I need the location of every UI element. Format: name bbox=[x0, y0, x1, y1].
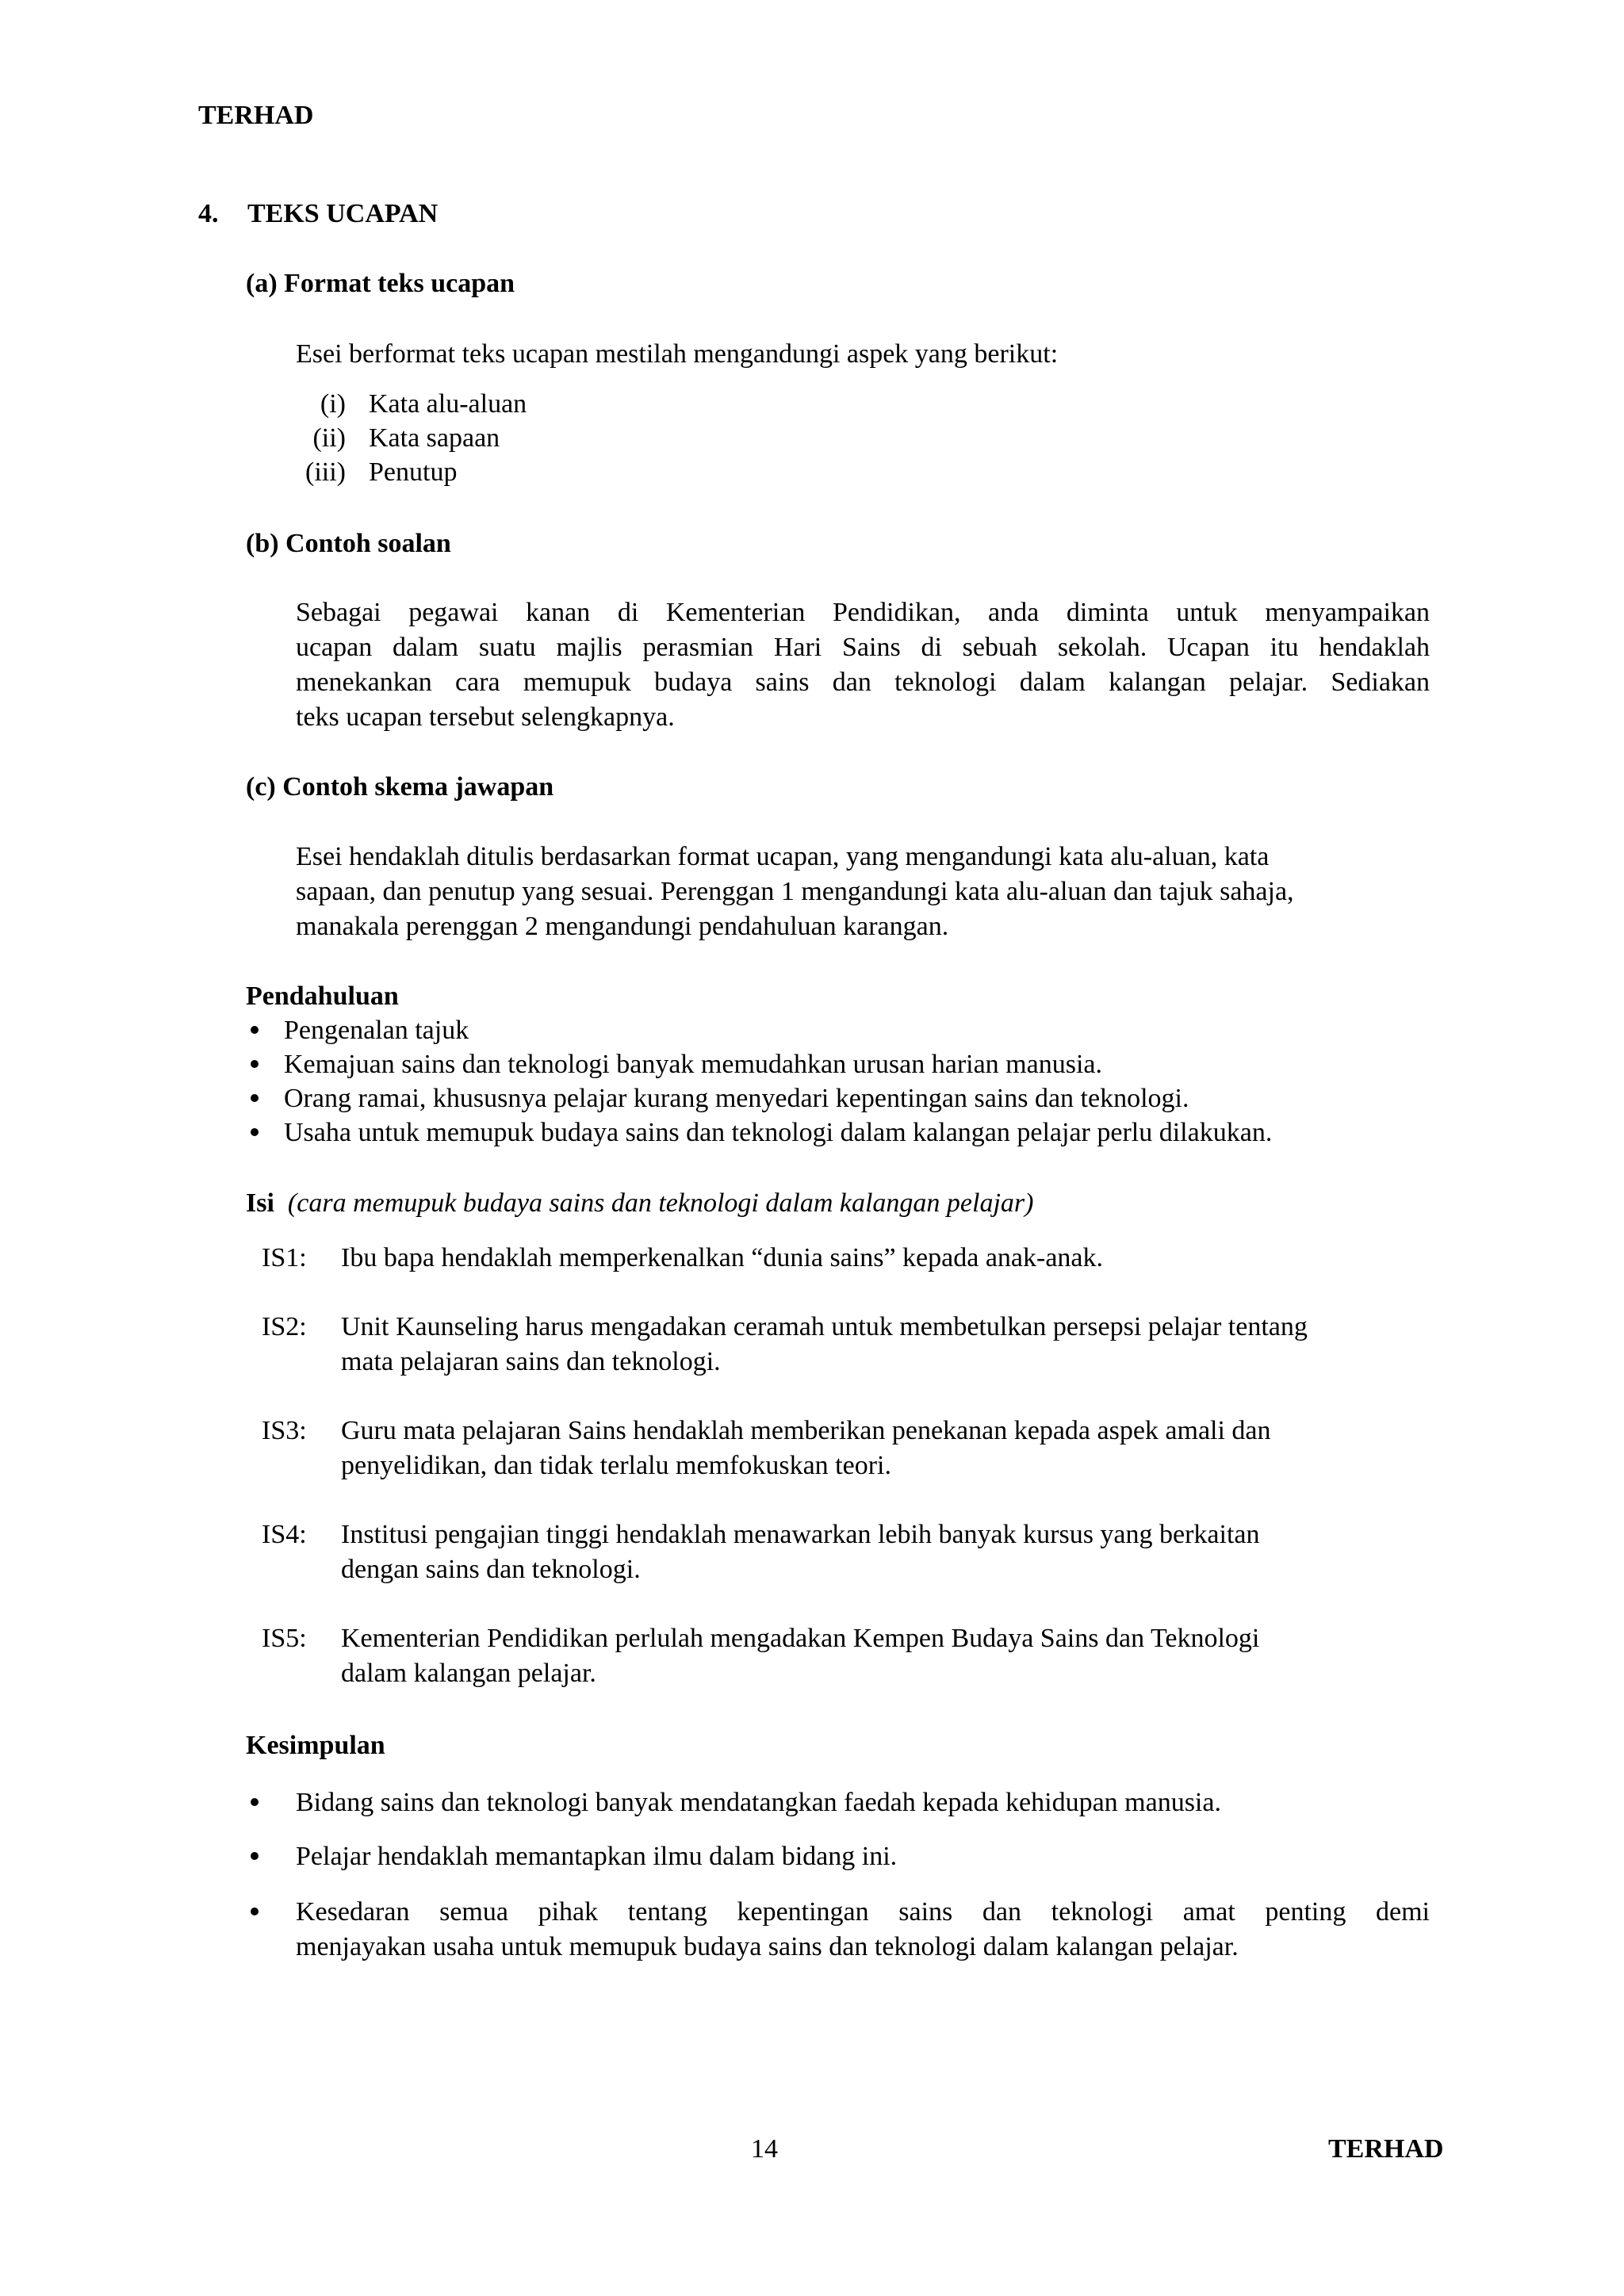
list-item: Kemajuan sains dan teknologi banyak memudahkan urusan harian manusia. bbox=[284, 1050, 1102, 1079]
isi-point-code: IS3: bbox=[262, 1416, 307, 1445]
isi-point-text: Ibu bapa hendaklah memperkenalkan “dunia sains” kepada anak-anak. bbox=[341, 1243, 1104, 1272]
kesimpulan-heading: Kesimpulan bbox=[246, 1731, 385, 1760]
list-item: Kesedaran semua pihak tentang kepentingan sains dan teknologi amat penting demi bbox=[296, 1897, 1430, 1927]
isi-heading: Isi bbox=[246, 1188, 274, 1218]
isi-point-code: IS2: bbox=[262, 1312, 307, 1341]
isi-point-text: Institusi pengajian tinggi hendaklah menawarkan lebih banyak kursus yang berkaitan bbox=[341, 1520, 1260, 1549]
list-item-text: Kata sapaan bbox=[369, 423, 500, 453]
isi-point-text: mata pelajaran sains dan teknologi. bbox=[341, 1347, 721, 1376]
list-item: Bidang sains dan teknologi banyak mendatangkan faedah kepada kehidupan manusia. bbox=[296, 1788, 1221, 1817]
bullet-icon bbox=[251, 1798, 259, 1806]
subsection-b-heading: (b) Contoh soalan bbox=[246, 529, 451, 558]
isi-point-text: Unit Kaunseling harus mengadakan ceramah untuk membetulkan persepsi pelajar tentang bbox=[341, 1312, 1308, 1341]
isi-subtitle: (cara memupuk budaya sains dan teknologi dalam kalangan pelajar) bbox=[287, 1188, 1034, 1218]
isi-point-text: dengan sains dan teknologi. bbox=[341, 1555, 641, 1584]
isi-point-code: IS4: bbox=[262, 1520, 307, 1549]
subsection-a-intro: Esei berformat teks ucapan mestilah mengandungi aspek yang berikut: bbox=[296, 339, 1059, 369]
list-item-continuation: menjayakan usaha untuk memupuk budaya sains dan teknologi dalam kalangan pelajar. bbox=[296, 1932, 1239, 1961]
list-item-number: (iii) bbox=[305, 457, 346, 487]
isi-point-text: dalam kalangan pelajar. bbox=[341, 1659, 596, 1688]
section-title: TEKS UCAPAN bbox=[247, 199, 439, 228]
isi-point-text: Kementerian Pendidikan perlulah mengadakan Kempen Budaya Sains dan Teknologi bbox=[341, 1624, 1260, 1653]
list-item: Pelajar hendaklah memantapkan ilmu dalam bidang ini. bbox=[296, 1842, 898, 1871]
list-item-number: (i) bbox=[320, 389, 346, 419]
isi-point-text: Guru mata pelajaran Sains hendaklah memberikan penekanan kepada aspek amali dan bbox=[341, 1416, 1271, 1445]
subsection-c-heading: (c) Contoh skema jawapan bbox=[246, 772, 554, 802]
paragraph-line: Sebagai pegawai kanan di Kementerian Pendidikan, anda diminta untuk menyampaikan bbox=[296, 598, 1430, 627]
header-classification: TERHAD bbox=[198, 101, 314, 130]
bullet-icon bbox=[251, 1908, 259, 1915]
paragraph-line: sapaan, dan penutup yang sesuai. Perenggan 1 mengandungi kata alu-aluan dan tajuk sahaja, bbox=[296, 877, 1294, 906]
list-item-text: Penutup bbox=[369, 457, 458, 487]
bullet-icon bbox=[251, 1094, 259, 1102]
isi-point-text: penyelidikan, dan tidak terlalu memfokuskan teori. bbox=[341, 1451, 891, 1480]
page-number: 14 bbox=[751, 2134, 778, 2164]
pendahuluan-heading: Pendahuluan bbox=[246, 982, 399, 1011]
bullet-icon bbox=[251, 1060, 259, 1068]
isi-point-code: IS5: bbox=[262, 1624, 307, 1653]
paragraph-line: teks ucapan tersebut selengkapnya. bbox=[296, 702, 675, 732]
list-item-number: (ii) bbox=[312, 423, 346, 453]
paragraph-line: manakala perenggan 2 mengandungi pendahuluan karangan. bbox=[296, 912, 949, 941]
section-number: 4. bbox=[198, 199, 219, 228]
list-item: Pengenalan tajuk bbox=[284, 1016, 469, 1045]
bullet-icon bbox=[251, 1128, 259, 1136]
list-item-text: Kata alu-aluan bbox=[369, 389, 527, 419]
bullet-icon bbox=[251, 1852, 259, 1860]
bullet-icon bbox=[251, 1026, 259, 1034]
paragraph-line: Esei hendaklah ditulis berdasarkan format ucapan, yang mengandungi kata alu-aluan, kata bbox=[296, 842, 1270, 871]
footer-classification: TERHAD bbox=[1328, 2134, 1444, 2164]
isi-point-code: IS1: bbox=[262, 1243, 307, 1272]
paragraph-line: menekankan cara memupuk budaya sains dan teknologi dalam kalangan pelajar. Sediakan bbox=[296, 668, 1430, 697]
subsection-a-heading: (a) Format teks ucapan bbox=[246, 269, 515, 298]
list-item: Usaha untuk memupuk budaya sains dan teknologi dalam kalangan pelajar perlu dilakukan. bbox=[284, 1118, 1273, 1147]
list-item: Orang ramai, khususnya pelajar kurang menyedari kepentingan sains dan teknologi. bbox=[284, 1084, 1189, 1113]
paragraph-line: ucapan dalam suatu majlis perasmian Hari Sains di sebuah sekolah. Ucapan itu hendaklah bbox=[296, 633, 1430, 662]
